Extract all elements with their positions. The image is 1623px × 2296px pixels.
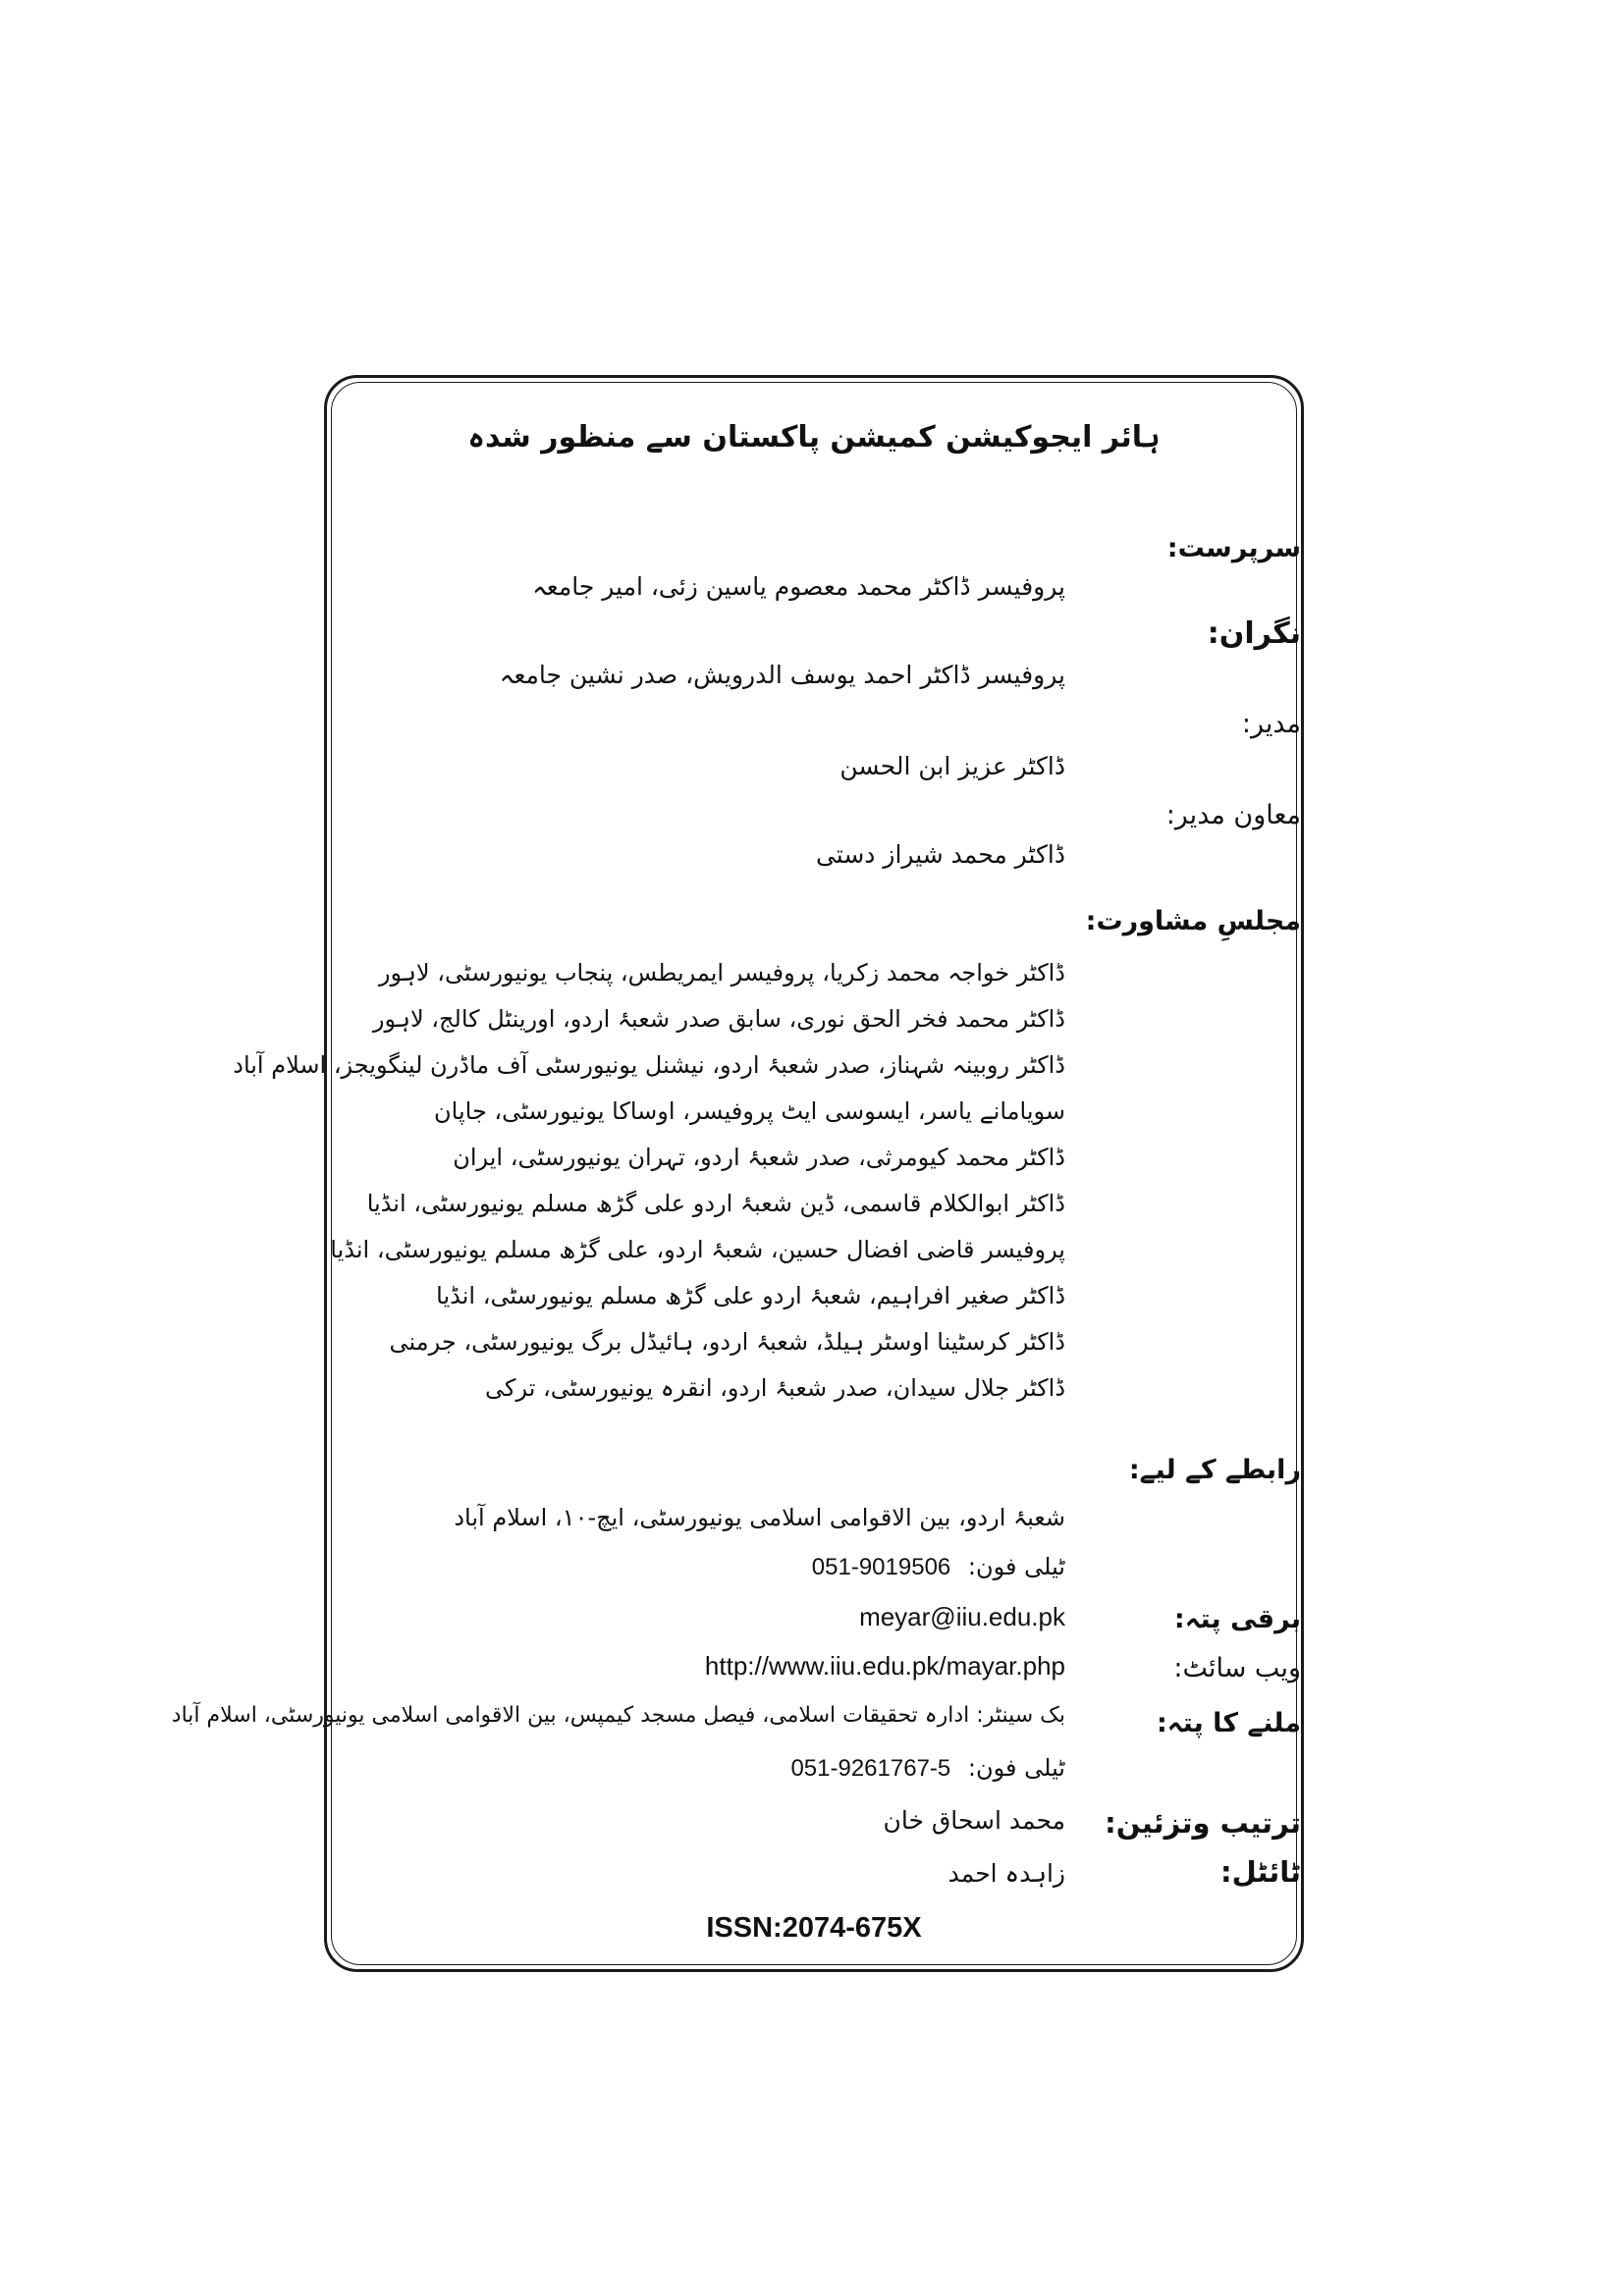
issn-number: ISSN:2074-675X xyxy=(706,1912,922,1944)
supervisor-label: نگران: xyxy=(1207,616,1301,651)
advisory-member: ڈاکٹر محمد فخر الحق نوری، سابق صدر شعبۂ اردو، اورینٹل کالج، لاہور xyxy=(372,1005,1065,1033)
website-label: ویب سائٹ: xyxy=(1173,1653,1301,1683)
website-value[interactable]: http://www.iiu.edu.pk/mayar.php xyxy=(704,1651,1065,1681)
composition-value: محمد اسحاق خان xyxy=(883,1806,1065,1835)
availability-label: ملنے کا پتہ: xyxy=(1157,1708,1301,1738)
advisory-member: ڈاکٹر محمد کیومرثی، صدر شعبۂ اردو، تہران یونیورسٹی، ایران xyxy=(453,1144,1065,1171)
email-label: برقی پتہ: xyxy=(1173,1604,1301,1634)
title-design-label: ٹائٹل: xyxy=(1220,1855,1301,1889)
contact-label: رابطے کے لیے: xyxy=(1128,1455,1301,1485)
contact-address: شعبۂ اردو، بین الاقوامی اسلامی یونیورسٹی، ایچ-۱۰، اسلام آباد xyxy=(454,1504,1065,1531)
patron-label: سرپرست: xyxy=(1166,533,1301,563)
advisory-member: ڈاکٹر خواجہ محمد زکریا، پروفیسر ایمریطس، پنجاب یونیورسٹی، لاہور xyxy=(378,959,1065,987)
availability-phone-number: 051-9261767-5 xyxy=(790,1755,951,1782)
assistant-editor-value: ڈاکٹر محمد شیراز دستی xyxy=(815,840,1065,869)
contact-phone-label: ٹیلی فون: xyxy=(967,1553,1065,1580)
advisory-member: ڈاکٹر ابوالکلام قاسمی، ڈین شعبۂ اردو علی گڑھ مسلم یونیورسٹی، انڈیا xyxy=(366,1190,1065,1217)
advisory-member: ڈاکٹر روبینہ شہناز، صدر شعبۂ اردو، نیشنل یونیورسٹی آف ماڈرن لینگویجز، اسلام آباد xyxy=(233,1051,1065,1079)
advisory-member: سویامانے یاسر، ایسوسی ایٹ پروفیسر، اوساکا یونیورسٹی، جاپان xyxy=(434,1097,1065,1125)
title-design-value: زاہدہ احمد xyxy=(947,1859,1065,1888)
approval-banner: ہائر ایجوکیشن کمیشن پاکستان سے منظور شدہ xyxy=(467,420,1161,454)
editor-value: ڈاکٹر عزیز ابن الحسن xyxy=(839,752,1065,780)
availability-phone-label: ٹیلی فون: xyxy=(967,1754,1065,1782)
contact-phone-number: 051-9019506 xyxy=(811,1554,951,1580)
availability-phone-row xyxy=(790,1754,1065,1783)
advisory-member: ڈاکٹر جلال سیدان، صدر شعبۂ اردو، انقرہ یونیورسٹی، ترکی xyxy=(485,1374,1065,1402)
contact-phone-row xyxy=(812,1553,1065,1581)
composition-label: ترتیب وتزئین: xyxy=(1105,1806,1301,1840)
assistant-editor-label: معاون مدیر: xyxy=(1165,800,1301,830)
advisory-member: ڈاکٹر صغیر افراہیم، شعبۂ اردو علی گڑھ مسلم یونیورسٹی، انڈیا xyxy=(436,1282,1065,1309)
advisory-member: پروفیسر قاضی افضال حسین، شعبۂ اردو، علی گڑھ مسلم یونیورسٹی، انڈیا xyxy=(330,1236,1065,1263)
advisory-board-list xyxy=(233,950,1065,1412)
patron-value: پروفیسر ڈاکٹر محمد معصوم یاسین زئی، امیر جامعہ xyxy=(532,572,1065,601)
supervisor-value: پروفیسر ڈاکٹر احمد یوسف الدرویش، صدر نشین جامعہ xyxy=(499,661,1065,689)
email-value[interactable]: meyar@iiu.edu.pk xyxy=(859,1602,1065,1631)
availability-value: بک سینٹر: ادارہ تحقیقات اسلامی، فیصل مسجد کیمپس، بین الاقوامی اسلامی یونیورسٹی، اسلام آباد xyxy=(171,1703,1065,1728)
advisory-member: ڈاکٹر کرسٹینا اوسٹر ہیلڈ، شعبۂ اردو، ہائیڈل برگ یونیورسٹی، جرمنی xyxy=(389,1328,1065,1356)
advisory-board-label: مجلسِ مشاورت: xyxy=(1085,906,1301,936)
editor-label: مدیر: xyxy=(1241,709,1301,739)
